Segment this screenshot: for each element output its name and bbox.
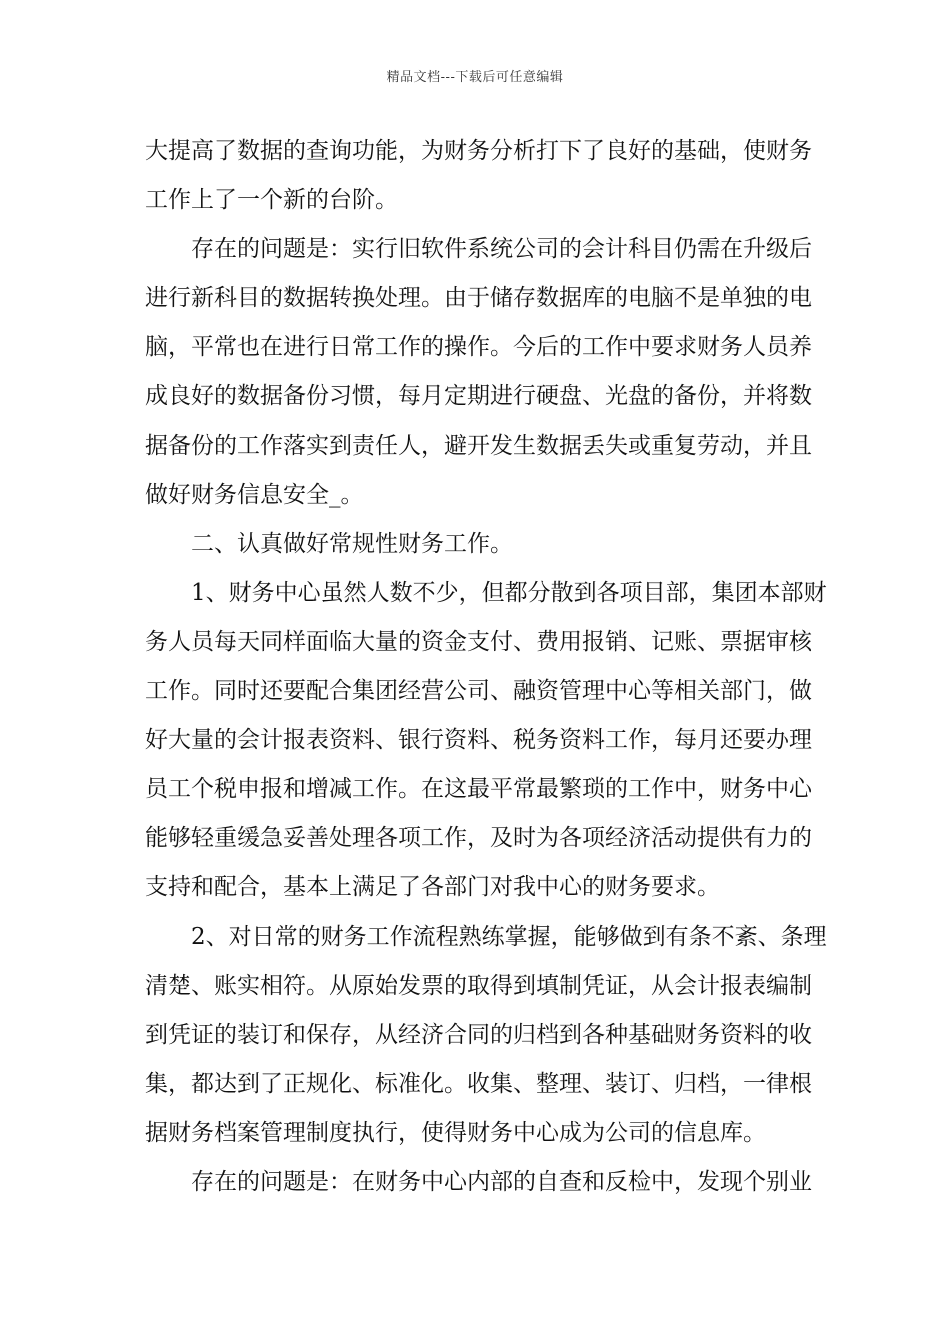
- text-line: 据财务档案管理制度执行，使得财务中心成为公司的信息库。: [145, 1119, 766, 1146]
- text-line: 1、财务中心虽然人数不少，但都分散到各项目部，集团本部财: [191, 579, 827, 606]
- text-line: 脑，平常也在进行日常工作的操作。今后的工作中要求财务人员养: [145, 334, 812, 361]
- text-line: 清楚、账实相符。从原始发票的取得到填制凭证，从会计报表编制: [145, 972, 812, 999]
- text-line: 支持和配合，基本上满足了各部门对我中心的财务要求。: [145, 874, 720, 901]
- text-line: 员工个税申报和增减工作。在这最平常最繁琐的工作中，财务中心: [145, 776, 812, 803]
- text-line: 成良好的数据备份习惯，每月定期进行硬盘、光盘的备份，并将数: [145, 383, 812, 410]
- text-line: 2、对日常的财务工作流程熟练掌握，能够做到有条不紊、条理: [191, 923, 827, 950]
- text-line: 务人员每天同样面临大量的资金支付、费用报销、记账、票据审核: [145, 628, 812, 655]
- paragraph: [145, 225, 812, 520]
- document-body: [145, 127, 827, 1207]
- text-line: 存在的问题是：实行旧软件系统公司的会计科目仍需在升级后: [191, 236, 812, 263]
- paragraph: [145, 913, 827, 1158]
- text-line: 大提高了数据的查询功能，为财务分析打下了良好的基础，使财务: [145, 138, 812, 164]
- section-heading: [145, 520, 807, 569]
- text-line: 好大量的会计报表资料、银行资料、税务资料工作，每月还要办理: [145, 727, 812, 754]
- text-line: 工作上了一个新的台阶。: [145, 187, 398, 214]
- text-line: 到凭证的装订和保存，从经济合同的归档到各种基础财务资料的收: [145, 1021, 812, 1048]
- text-line: 做好财务信息安全_。: [145, 481, 364, 508]
- text-line: 能够轻重缓急妥善处理各项工作，及时为各项经济活动提供有力的: [145, 825, 812, 852]
- text-line: 存在的问题是：在财务中心内部的自查和反检中，发现个别业: [191, 1168, 812, 1195]
- text-line: 据备份的工作落实到责任人，避开发生数据丢失或重复劳动，并且: [145, 432, 812, 459]
- text-line: 二、认真做好常规性财务工作。: [191, 530, 513, 557]
- paragraph: [145, 1158, 812, 1207]
- text-line: 集，都达到了正规化、标准化。收集、整理、装订、归档，一律根: [145, 1070, 812, 1097]
- paragraph: [145, 569, 827, 913]
- paragraph: [145, 127, 812, 225]
- text-line: 工作。同时还要配合集团经营公司、融资管理中心等相关部门，做: [145, 678, 812, 705]
- page-header: 精品文档---下载后可任意编辑: [386, 70, 564, 85]
- text-line: 进行新科目的数据转换处理。由于储存数据库的电脑不是单独的电: [145, 285, 812, 312]
